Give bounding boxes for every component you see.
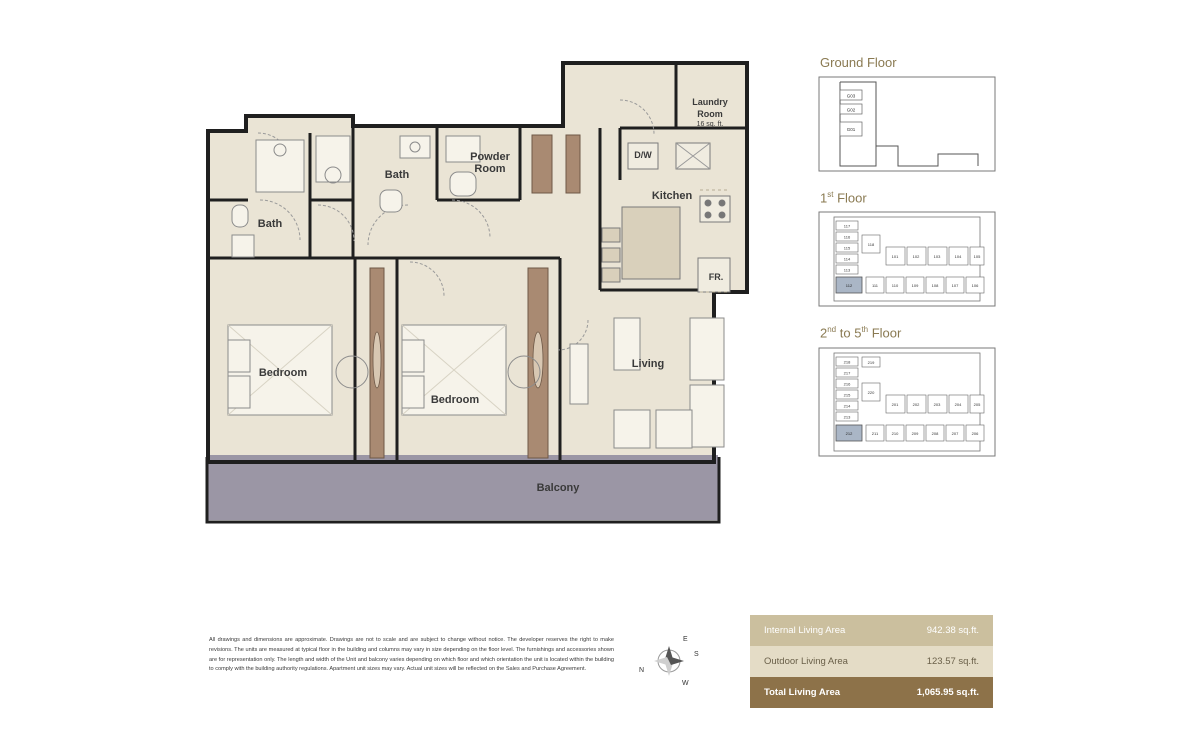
keyplan-unit-110: 110 — [891, 283, 899, 289]
keyplan-unit-215: 215 — [843, 392, 851, 398]
area-row-internal — [750, 615, 993, 646]
room-label-bedroom-2: Bedroom — [430, 394, 480, 406]
compass-label-e: E — [683, 636, 688, 643]
keyplan-unit-213: 213 — [843, 414, 851, 420]
keyplan-unit-112-highlight: 112 — [845, 283, 853, 289]
room-label-laundry-area: 16 sq. ft. — [696, 121, 724, 128]
room-label-fridge: FR. — [708, 272, 724, 282]
room-label-bath-1: Bath — [257, 218, 283, 230]
room-label-bedroom-1: Bedroom — [258, 367, 308, 379]
keyplan-unit-117: 117 — [843, 223, 851, 229]
area-value-total: 1,065.95 sq.ft. — [916, 687, 979, 698]
keyplan-first-drawing — [818, 211, 996, 307]
compass-rose — [637, 630, 707, 692]
keyplan-ground-title: Ground Floor — [820, 55, 897, 70]
keyplan-unit-g03: G03 — [846, 93, 856, 99]
keyplan-unit-g02: G02 — [846, 107, 856, 113]
compass-label-n: N — [639, 667, 645, 674]
room-label-dishwasher: D/W — [634, 150, 652, 160]
room-label-kitchen: Kitchen — [651, 190, 693, 202]
keyplan-second-title: 2nd to 5th Floor — [820, 325, 902, 341]
area-summary-table — [750, 615, 993, 708]
keyplan-unit-106: 106 — [971, 283, 979, 289]
keyplan-unit-116: 116 — [843, 234, 851, 240]
keyplan-unit-211: 211 — [871, 430, 879, 436]
keyplan-unit-101: 101 — [891, 254, 899, 260]
keyplan-unit-210: 210 — [891, 430, 899, 436]
key-plans — [818, 55, 1008, 461]
keyplan-unit-107: 107 — [951, 283, 959, 289]
keyplan-unit-219: 219 — [867, 359, 875, 365]
keyplan-unit-105: 105 — [973, 254, 981, 260]
area-row-total — [750, 677, 993, 708]
keyplan-unit-114: 114 — [843, 256, 851, 262]
keyplan-unit-109: 109 — [911, 283, 919, 289]
keyplan-unit-201: 201 — [891, 401, 899, 407]
compass-icon — [637, 630, 707, 692]
area-row-outdoor — [750, 646, 993, 677]
keyplan-second-to-fifth — [818, 325, 1008, 442]
keyplan-unit-203: 203 — [933, 401, 941, 407]
disclaimer-text: All drawings and dimensions are approximate. Drawings are not to scale and are subject to change without notice. The developer reserves the right to make revisions. The units are measured at typical floor in the building and columns may vary in size depending on the floor level. The furnishings and accessories shown are for representation only. The length and width of the Unit and balcony varies depending on which floor and which orientation the unit is located within the building to comply with the building authority regulations. Apartment unit sizes may vary. Actual unit sizes will be reflected on the Sales and Purchase Agreement. — [209, 637, 614, 673]
area-label-total: Total Living Area — [764, 687, 841, 698]
keyplan-unit-103: 103 — [933, 254, 941, 260]
room-label-laundry-room: Room — [697, 109, 723, 119]
keyplan-first-title: 1st Floor — [820, 190, 867, 206]
room-label-powder-room: Room — [474, 163, 506, 175]
keyplan-unit-202: 202 — [912, 401, 920, 407]
keyplan-unit-209: 209 — [911, 430, 919, 436]
compass-label-s: S — [694, 651, 699, 658]
room-label-balcony: Balcony — [536, 482, 580, 494]
keyplan-unit-208: 208 — [931, 430, 939, 436]
keyplan-unit-g01: G01 — [846, 127, 856, 132]
compass-label-w: W — [682, 680, 689, 687]
area-value-internal: 942.38 sq.ft. — [926, 625, 979, 636]
keyplan-ground-drawing — [818, 76, 996, 172]
keyplan-unit-218: 218 — [843, 359, 851, 365]
keyplan-unit-102: 102 — [912, 254, 920, 260]
keyplan-unit-216: 216 — [843, 381, 851, 387]
room-label-laundry: Laundry — [692, 97, 728, 107]
keyplan-unit-104: 104 — [954, 254, 962, 260]
keyplan-unit-108: 108 — [931, 283, 939, 289]
keyplan-unit-204: 204 — [954, 401, 962, 407]
keyplan-unit-212-highlight: 212 — [845, 430, 853, 436]
keyplan-unit-113: 113 — [843, 267, 851, 273]
keyplan-unit-217: 217 — [843, 370, 851, 376]
keyplan-second-drawing — [818, 347, 996, 457]
area-value-outdoor: 123.57 sq.ft. — [926, 656, 979, 667]
keyplan-ground — [818, 55, 1008, 172]
room-label-powder: Powder — [470, 151, 510, 163]
keyplan-unit-118: 118 — [867, 242, 875, 248]
keyplan-unit-111: 111 — [871, 283, 879, 289]
keyplan-unit-206: 206 — [971, 430, 979, 436]
keyplan-unit-115: 115 — [843, 245, 851, 251]
keyplan-first — [818, 190, 1008, 307]
balcony-area — [208, 455, 718, 520]
area-label-internal: Internal Living Area — [764, 625, 846, 636]
area-label-outdoor: Outdoor Living Area — [764, 656, 848, 667]
room-label-bath-2: Bath — [384, 169, 410, 181]
keyplan-unit-207: 207 — [951, 430, 959, 436]
room-label-living: Living — [631, 358, 665, 370]
keyplan-unit-214: 214 — [843, 403, 851, 409]
keyplan-unit-205: 205 — [973, 401, 981, 407]
keyplan-unit-220: 220 — [867, 389, 875, 395]
